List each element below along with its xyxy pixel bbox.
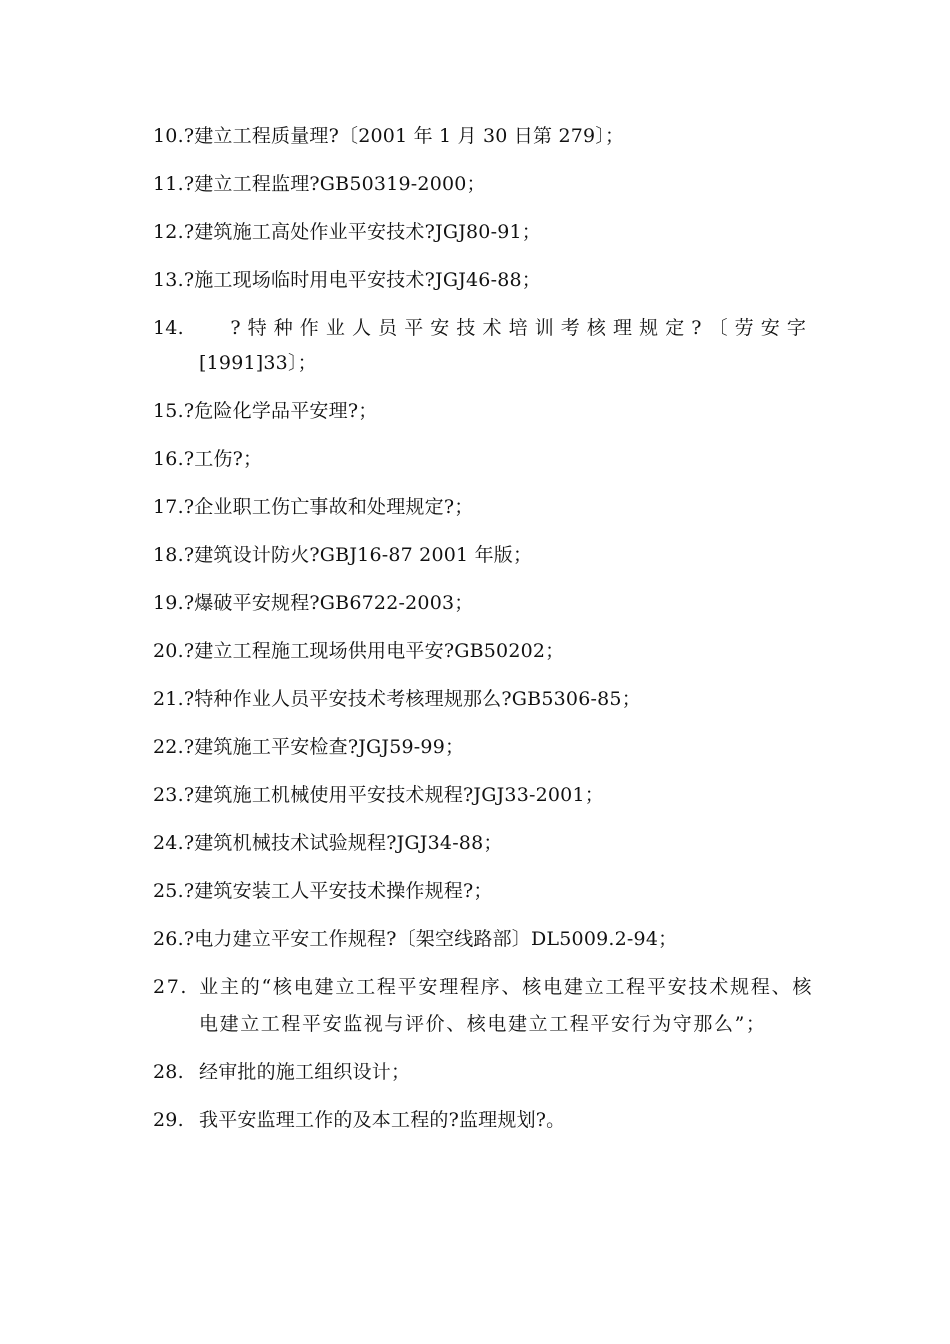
item-number: 29. (153, 1109, 184, 1131)
item-number: 19. (153, 592, 184, 614)
list-item (153, 777, 813, 814)
item-number: 11. (153, 173, 184, 195)
list-item (153, 310, 813, 382)
item-number: 10. (153, 125, 184, 147)
list-item (153, 393, 813, 430)
list-item (153, 873, 813, 910)
list-item (153, 537, 813, 574)
list-item (153, 585, 813, 622)
item-number: 17. (153, 496, 184, 518)
item-number: 26. (153, 928, 184, 950)
item-text: ?特种作业人员平安技术培训考核理规定?〔劳安字 (230, 317, 813, 339)
item-text: ?建立工程监理?GB50319-2000； (183, 173, 486, 195)
item-number: 22. (153, 736, 184, 758)
item-number: 24. (153, 832, 184, 854)
item-text: 业主的“核电建立工程平安理程序、核电建立工程平安技术规程、核电建立工程平安监视与评价、核电建立工程平安行为守那么”； (199, 976, 813, 1035)
item-text: 我平安监理工作的及本工程的?监理规划?。 (199, 1109, 566, 1131)
list-item (153, 214, 813, 251)
item-number: 28. (153, 1061, 184, 1083)
list-item (153, 969, 813, 1043)
item-text: ?电力建立平安工作规程?〔架空线路部〕DL5009.2-94； (183, 928, 678, 950)
item-number: 13. (153, 269, 184, 291)
item-text: ?建立工程质量理?〔2001 年 1 月 30 日第 279〕； (183, 125, 625, 147)
item-number: 20. (153, 640, 184, 662)
item-number: 25. (153, 880, 184, 902)
item-text-continued: [1991]33〕； (199, 352, 317, 374)
list-item (153, 262, 813, 299)
list-item (153, 118, 813, 155)
list-item (153, 1054, 813, 1091)
item-number: 15. (153, 400, 184, 422)
item-number: 12. (153, 221, 184, 243)
item-text: ?建筑施工高处作业平安技术?JGJ80-91； (183, 221, 541, 243)
item-text: ?建筑施工机械使用平安技术规程?JGJ33-2001； (183, 784, 604, 806)
list-item (153, 921, 813, 958)
list-item (153, 441, 813, 478)
item-number: 14. (153, 317, 184, 339)
list-item (153, 633, 813, 670)
item-text: ?建筑机械技术试验规程?JGJ34-88； (183, 832, 503, 854)
item-text: ?特种作业人员平安技术考核理规那么?GB5306-85； (183, 688, 641, 710)
item-text: ?爆破平安规程?GB6722-2003； (183, 592, 474, 614)
item-text: ?施工现场临时用电平安技术?JGJ46-88； (183, 269, 541, 291)
item-text: ?工伤?； (183, 448, 263, 470)
item-number: 18. (153, 544, 184, 566)
item-text: ?危险化学品平安理?； (183, 400, 378, 422)
item-text: ?建筑施工平安检查?JGJ59-99； (183, 736, 465, 758)
item-text: ?建筑安装工人平安技术操作规程?； (183, 880, 493, 902)
list-item (153, 166, 813, 203)
item-text: ?企业职工伤亡事故和处理规定?； (183, 496, 474, 518)
reference-list (153, 118, 813, 1150)
list-item (153, 729, 813, 766)
list-item (153, 1102, 813, 1139)
item-text: 经审批的施工组织设计； (199, 1061, 411, 1083)
list-item (153, 681, 813, 718)
item-number: 27. (153, 976, 189, 998)
item-text: ?建筑设计防火?GBJ16-87 2001 年版； (183, 544, 533, 566)
item-number: 23. (153, 784, 184, 806)
list-item (153, 825, 813, 862)
item-text: ?建立工程施工现场供用电平安?GB50202； (183, 640, 565, 662)
item-number: 21. (153, 688, 184, 710)
item-number: 16. (153, 448, 184, 470)
list-item (153, 489, 813, 526)
